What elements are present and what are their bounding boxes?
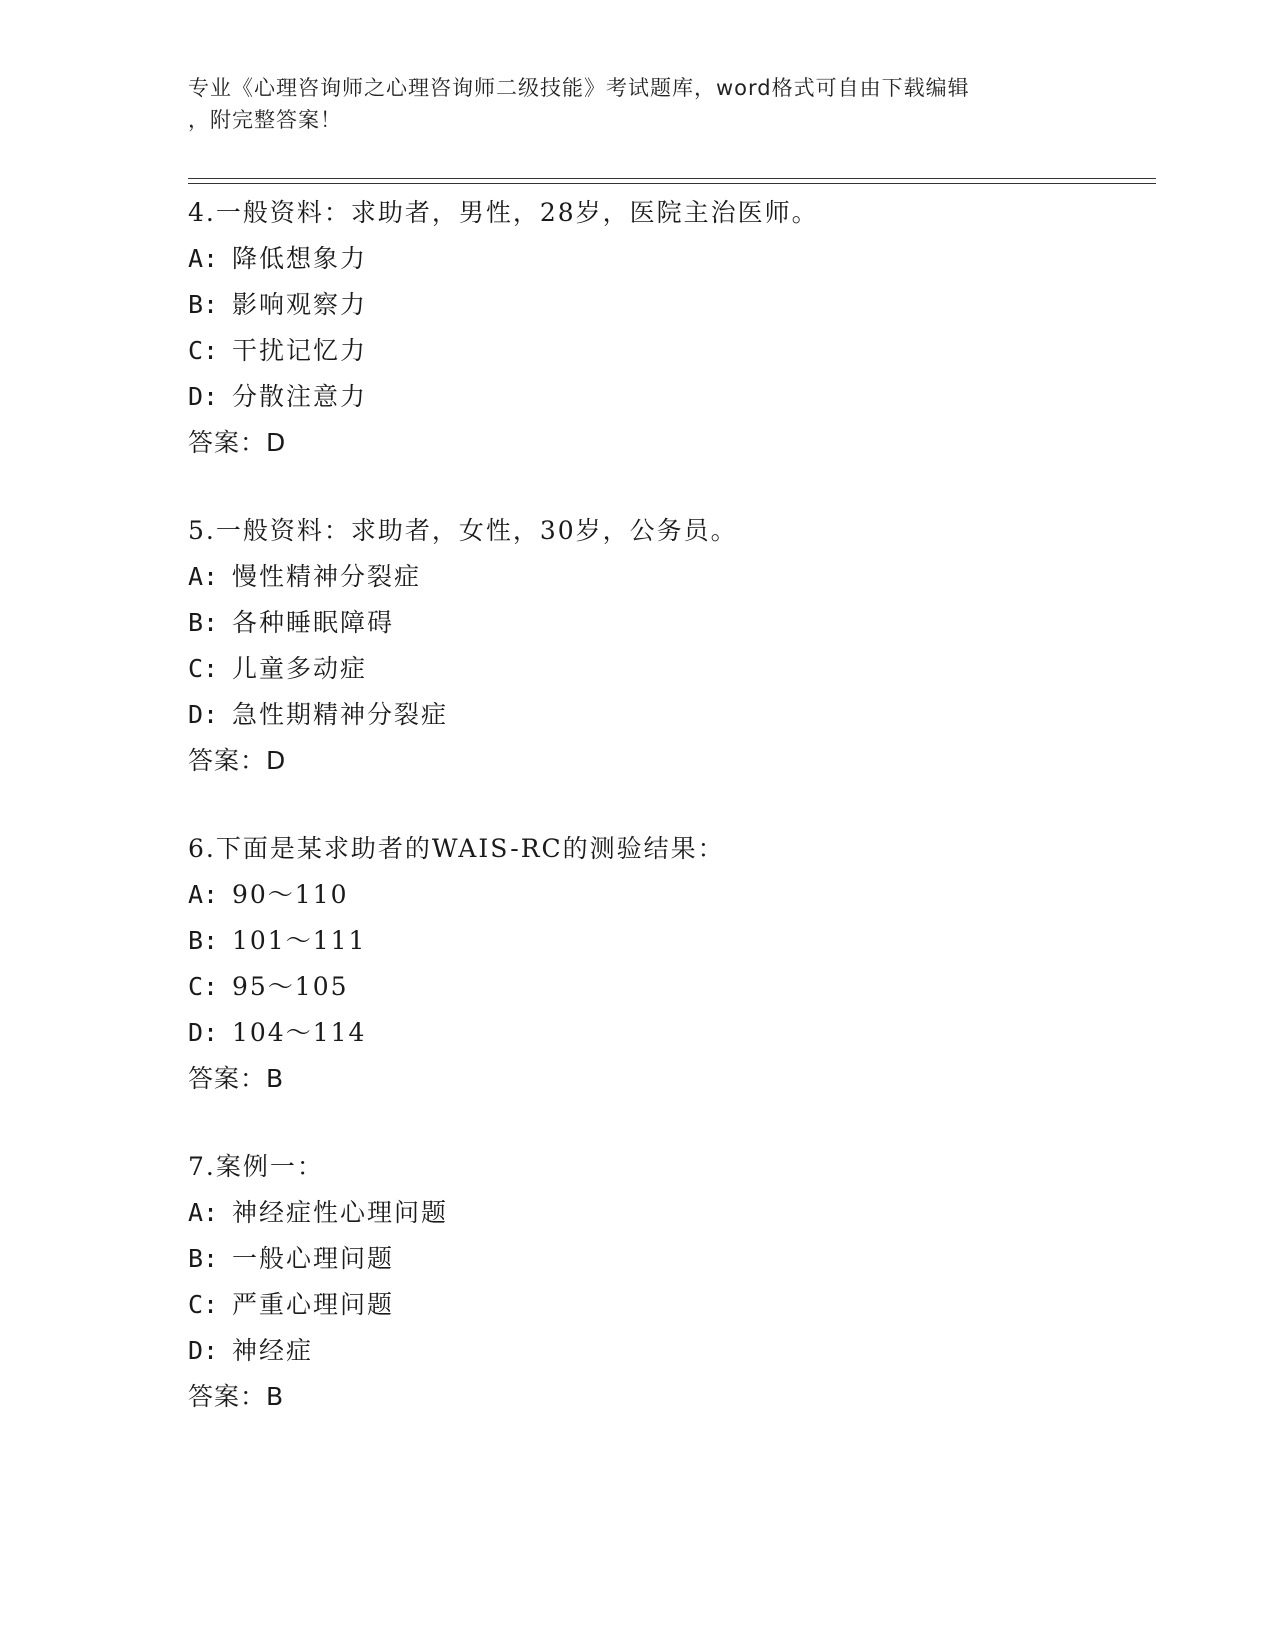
option-text: 儿童多动症: [232, 654, 368, 683]
option-c: [188, 1282, 1156, 1328]
option-c: [188, 964, 1156, 1010]
answer-line: 答案：B: [188, 1064, 285, 1093]
option-a: [188, 872, 1156, 918]
option-text: 一般心理问题: [232, 1244, 395, 1273]
option-letter: D:: [188, 382, 219, 411]
option-text: 慢性精神分裂症: [232, 562, 422, 591]
option-c: [188, 328, 1156, 374]
option-text: 各种睡眠障碍: [232, 608, 395, 637]
option-letter: B:: [188, 1244, 219, 1273]
option-text: 急性期精神分裂症: [232, 700, 449, 729]
option-d: [188, 1010, 1156, 1056]
header-line-2: ，附完整答案！: [188, 108, 342, 132]
option-d: [188, 692, 1156, 738]
answer-line: 答案：D: [188, 746, 287, 775]
option-letter: A:: [188, 244, 219, 273]
option-letter: A:: [188, 880, 219, 909]
option-b: [188, 600, 1156, 646]
question-6: [188, 826, 1156, 1102]
option-letter: D:: [188, 1018, 219, 1047]
document-header: [188, 72, 1088, 136]
option-text: 101～111: [232, 926, 367, 955]
header-divider-top: [188, 178, 1156, 179]
option-text: 干扰记忆力: [232, 336, 368, 365]
option-d: [188, 1328, 1156, 1374]
option-a: [188, 1190, 1156, 1236]
option-b: [188, 918, 1156, 964]
option-d: [188, 374, 1156, 420]
option-a: [188, 554, 1156, 600]
option-text: 影响观察力: [232, 290, 368, 319]
question-list: [188, 190, 1156, 1462]
option-text: 95～105: [232, 972, 349, 1001]
question-7: [188, 1144, 1156, 1420]
option-b: [188, 1236, 1156, 1282]
option-text: 90～110: [232, 880, 349, 909]
question-5: [188, 508, 1156, 784]
option-letter: C:: [188, 336, 219, 365]
question-stem: 6.下面是某求助者的WAIS-RC的测验结果：: [188, 834, 725, 863]
option-text: 神经症: [232, 1336, 314, 1365]
option-letter: C:: [188, 1290, 219, 1319]
option-text: 104～114: [232, 1018, 367, 1047]
header-divider-bottom: [188, 183, 1156, 184]
option-letter: A:: [188, 562, 219, 591]
option-b: [188, 282, 1156, 328]
option-letter: D:: [188, 700, 219, 729]
option-text: 严重心理问题: [232, 1290, 395, 1319]
option-text: 分散注意力: [232, 382, 368, 411]
option-letter: B:: [188, 608, 219, 637]
option-text: 降低想象力: [232, 244, 368, 273]
option-a: [188, 236, 1156, 282]
answer-line: 答案：D: [188, 428, 287, 457]
option-text: 神经症性心理问题: [232, 1198, 449, 1227]
option-letter: B:: [188, 926, 219, 955]
answer-line: 答案：B: [188, 1382, 285, 1411]
question-stem: 5.一般资料：求助者，女性，30岁，公务员。: [188, 516, 738, 545]
option-letter: C:: [188, 654, 219, 683]
option-letter: A:: [188, 1198, 219, 1227]
option-letter: B:: [188, 290, 219, 319]
question-stem: 7.案例一：: [188, 1152, 324, 1181]
question-stem: 4.一般资料：求助者，男性，28岁，医院主治医师。: [188, 198, 819, 227]
option-letter: D:: [188, 1336, 219, 1365]
question-4: [188, 190, 1156, 466]
option-c: [188, 646, 1156, 692]
header-line-1: 专业《心理咨询师之心理咨询师二级技能》考试题库，word格式可自由下载编辑: [188, 76, 970, 100]
option-letter: C:: [188, 972, 219, 1001]
